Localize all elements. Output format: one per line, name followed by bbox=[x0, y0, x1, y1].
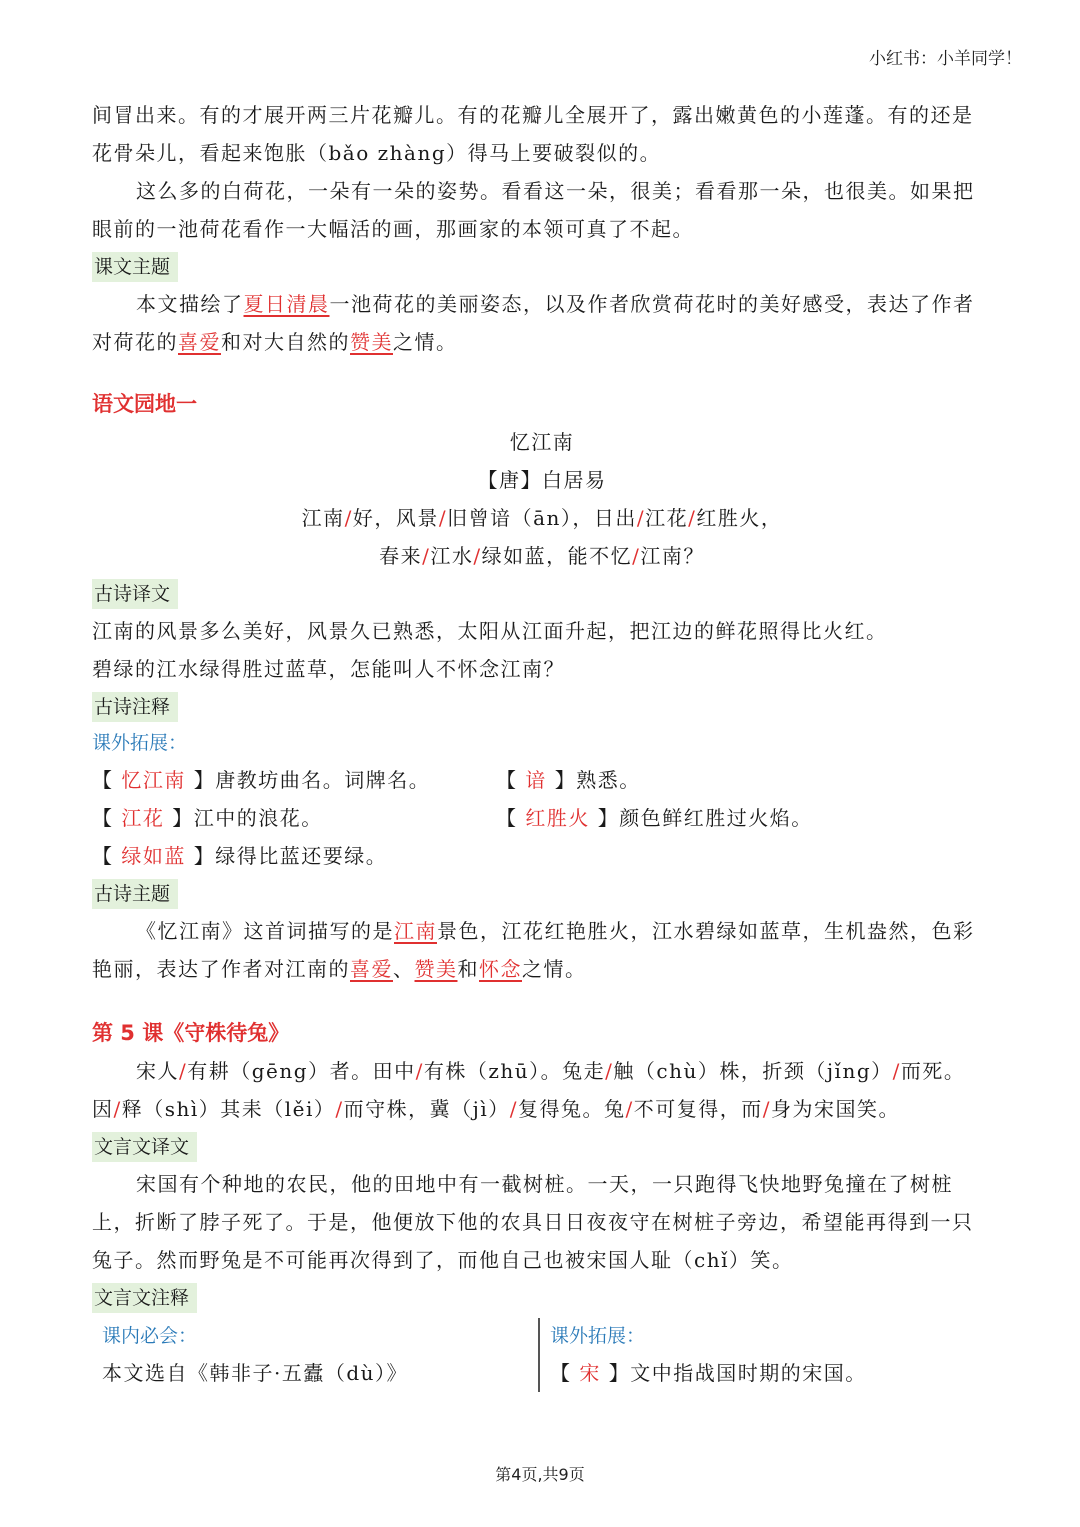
classical-notes-tag: 文言文注释 bbox=[92, 1283, 197, 1313]
poem-notes-tag: 古诗注释 bbox=[92, 692, 178, 722]
page-footer: 第4页,共9页 bbox=[495, 1465, 585, 1484]
highlight: 喜爱 bbox=[178, 330, 221, 354]
lesson-theme-text: 本文描绘了夏日清晨一池荷花的美丽姿态，以及作者欣赏荷花时的美好感受，表达了作者对荷花的喜爱和对大自然的赞美之情。 bbox=[92, 292, 975, 354]
classical-translation-tag: 文言文译文 bbox=[92, 1132, 197, 1162]
poem-title: 忆江南 bbox=[509, 430, 575, 454]
poem-theme-tag: 古诗主题 bbox=[92, 879, 178, 909]
poem-line: 春来/江水/绿如蓝，能不忆/江南？ bbox=[379, 544, 705, 568]
in-class-text: 本文选自《韩非子·五蠹（dù）》 bbox=[102, 1361, 409, 1385]
note-item: 【 宋 】文中指战国时期的宋国。 bbox=[550, 1361, 867, 1385]
in-class-column bbox=[92, 1318, 540, 1392]
poem-theme-text: 《忆江南》这首词描写的是江南景色，江花红艳胜火，江水碧绿如蓝草，生机盎然，色彩艳丽，表达了作者对江南的喜爱、赞美和怀念之情。 bbox=[92, 919, 975, 981]
note-item: 【 谙 】熟悉。 bbox=[496, 768, 641, 792]
classical-translation: 宋国有个种地的农民，他的田地中有一截树桩。一天，一只跑得飞快地野兔撞在了树桩上，折断了脖子死了。于是，他便放下他的农具日日夜夜守在树桩子旁边，希望能再得到一只兔子。然而野兔是不可能再次得到了，而他自己也被宋国人耻（chǐ）笑。 bbox=[92, 1172, 974, 1272]
highlight: 赞美 bbox=[414, 957, 458, 981]
highlight: 夏日清晨 bbox=[243, 292, 330, 316]
highlight: 赞美 bbox=[350, 330, 393, 354]
section-title-garden: 语文园地一 bbox=[92, 392, 197, 416]
poem-notes bbox=[92, 761, 992, 875]
note-item: 【 江花 】江中的浪花。 bbox=[92, 806, 323, 830]
highlight: 怀念 bbox=[479, 957, 522, 981]
lesson-theme-tag: 课文主题 bbox=[92, 252, 178, 282]
highlight: 喜爱 bbox=[350, 957, 393, 981]
watermark: 小红书：小羊同学！ bbox=[869, 49, 1022, 69]
poem-line: 江南/好，风景/旧曾谙（ān），日出/江花/红胜火， bbox=[301, 506, 783, 530]
extension-label: 课外拓展： bbox=[550, 1325, 646, 1347]
passage-paragraph: 间冒出来。有的才展开两三片花瓣儿。有的花瓣儿全展开了，露出嫩黄色的小莲蓬。有的还是花骨朵儿，看起来饱胀（bǎo zhàng）得马上要破裂似的。 bbox=[92, 103, 974, 165]
note-item: 【 忆江南 】唐教坊曲名。词牌名。 bbox=[92, 768, 431, 792]
highlight: 江南 bbox=[394, 919, 437, 943]
poem-translation: 江南的风景多么美好，风景久已熟悉，太阳从江面升起，把江边的鲜花照得比火红。 bbox=[92, 619, 888, 643]
section-title-lesson5: 第 5 课《守株待兔》 bbox=[92, 1021, 290, 1045]
content bbox=[92, 96, 992, 1392]
note-item: 【 红胜火 】颜色鲜红胜过火焰。 bbox=[496, 806, 813, 830]
extension-column bbox=[540, 1318, 867, 1392]
poem-translation: 碧绿的江水绿得胜过蓝草，怎能叫人不怀念江南？ bbox=[92, 657, 565, 681]
extension-label: 课外拓展： bbox=[92, 732, 188, 754]
in-class-label: 课内必会： bbox=[102, 1325, 198, 1347]
passage-paragraph: 这么多的白荷花，一朵有一朵的姿势。看看这一朵，很美；看看那一朵，也很美。如果把眼前的一池荷花看作一大幅活的画，那画家的本领可真了不起。 bbox=[92, 179, 975, 241]
poem-author: 【唐】白居易 bbox=[477, 468, 607, 492]
classical-notes bbox=[92, 1318, 992, 1392]
note-item: 【 绿如蓝 】绿得比蓝还要绿。 bbox=[92, 844, 388, 868]
classical-text: 宋人/有耕（gēng）者。田中/有株（zhū）。兔走/触（chù）株，折颈（jǐng）/而死。因/释（shì）其耒（lěi）/而守株，冀（jì）/复得兔。兔/不可复得，而/身为宋国笑。 bbox=[92, 1059, 966, 1121]
poem-translation-tag: 古诗译文 bbox=[92, 579, 178, 609]
